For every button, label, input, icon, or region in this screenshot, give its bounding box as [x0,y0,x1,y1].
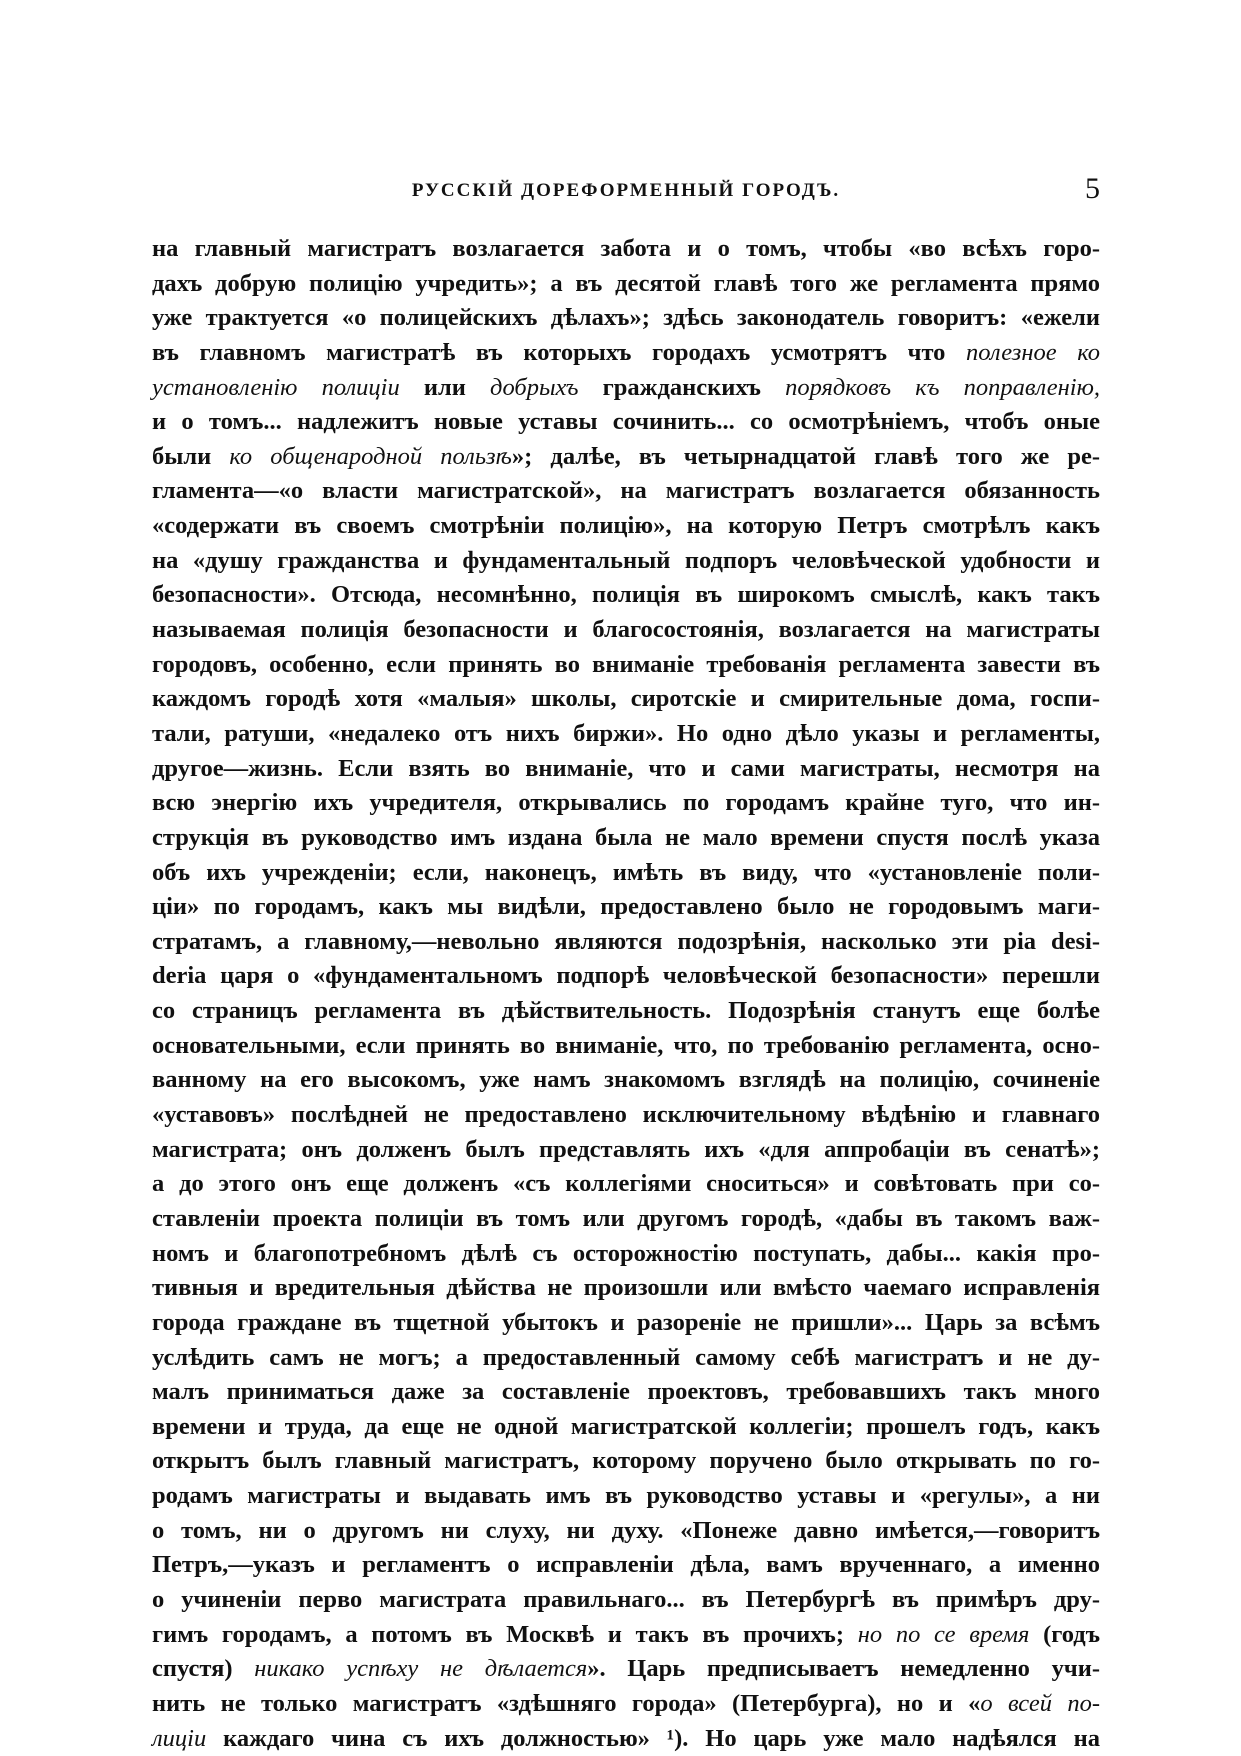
text-run: стратамъ, а главному,—невольно являются подозрѣнія, насколько эти pia desi- [152,927,1100,955]
italic-text: никако успѣху не дѣлается [254,1655,588,1683]
text-line [152,1202,1100,1237]
text-run: а до этого онъ еще долженъ «съ коллегіями сноситься» и совѣтовать при со- [152,1170,1100,1198]
italic-text: лиціи [152,1724,207,1752]
text-line [152,959,1100,994]
text-run: уже трактуется «о полицейскихъ дѣлахъ»; здѣсь законодатель говоритъ: «ежели [152,304,1100,332]
text-run: Петръ,—указъ и регламентъ о исправленіи дѣла, вамъ врученнаго, а именно [152,1551,1100,1579]
text-run: «уставовъ» послѣдней не предоставлено исключительному вѣдѣнію и главнаго [152,1101,1100,1129]
italic-text: добрыхъ [490,373,579,401]
text-run: магистрата; онъ долженъ былъ представлять ихъ «для аппробаціи въ сенатѣ»; [152,1135,1100,1163]
text-run: или [399,373,491,401]
text-line [152,1652,1100,1687]
text-line [152,1063,1100,1098]
text-run: каждомъ городѣ хотя «малыя» школы, сиротскіе и смирительные дома, госпи- [152,685,1100,713]
text-line [152,1514,1100,1549]
text-line [152,682,1100,717]
text-line [152,1029,1100,1064]
italic-text: установленію полиціи [152,373,400,401]
text-run: были [152,442,230,470]
text-line [152,578,1100,613]
running-head [152,172,1100,212]
text-run: струкція въ руководство имъ издана была не мало времени спустя послѣ указа [152,823,1100,851]
text-run: основательными, если принять во вниманіе, что, по требованію регламента, осно- [152,1031,1100,1059]
text-run: deria царя о «фундаментальномъ подпорѣ человѣческой безопасности» перешли [152,962,1100,990]
text-run: тивныя и вредительныя дѣйства не произошли или вмѣсто чаемаго исправленія [152,1274,1100,1302]
text-line [152,613,1100,648]
text-line [152,1271,1100,1306]
text-run: тали, ратуши, «недалеко отъ нихъ биржи». Но одно дѣло указы и регламенты, [152,719,1100,747]
text-line [152,1548,1100,1583]
text-line [152,267,1100,302]
text-line [152,648,1100,683]
text-run: въ главномъ магистратѣ въ которыхъ городахъ усмотрятъ что [152,338,967,366]
text-run: ставленіи проекта полиціи въ томъ или другомъ городѣ, «дабы въ такомъ важ- [152,1204,1100,1232]
text-line [152,890,1100,925]
text-run: объ ихъ учрежденіи; если, наконецъ, имѣть въ виду, что «установленіе поли- [152,858,1100,886]
running-title: РУССКІЙ ДОРЕФОРМЕННЫЙ ГОРОДЪ. [411,180,841,201]
text-run: на главный магистратъ возлагается забота и о томъ, чтобы «во всѣхъ горо- [152,235,1100,262]
text-run: другое—жизнь. Если взять во вниманіе, что и сами магистраты, несмотря на [152,754,1100,782]
text-line [152,509,1100,544]
text-line [152,994,1100,1029]
text-run: дахъ добрую полицію учредить»; а въ десятой главѣ того же регламента прямо [152,269,1100,297]
text-run: и о томъ... надлежитъ новые уставы сочинить... со осмотрѣніемъ, чтобъ оные [152,408,1100,436]
text-run: ». Царь предписываетъ немедленно учи- [587,1655,1100,1683]
text-line [152,1618,1100,1653]
text-run: номъ и благопотребномъ дѣлѣ съ осторожностію поступать, дабы... какія про- [152,1239,1100,1267]
text-line [152,1133,1100,1168]
text-line [152,1444,1100,1479]
text-line [152,1479,1100,1514]
text-run: ванному на его высокомъ, уже намъ знакомомъ взглядѣ на полицію, сочиненіе [152,1066,1100,1094]
text-run: родамъ магистраты и выдавать имъ въ руководство уставы и «регулы», а ни [152,1482,1100,1510]
text-line [152,371,1100,406]
text-line [152,821,1100,856]
text-line [152,336,1100,371]
text-line [152,232,1100,267]
text-line [152,717,1100,752]
text-line [152,440,1100,475]
body-text [152,232,1100,1756]
text-line [152,544,1100,579]
text-line [152,301,1100,336]
page-number: 5 [1085,172,1100,205]
text-run: гимъ городамъ, а потомъ въ Москвѣ и такъ въ прочихъ; [152,1620,858,1648]
text-run: каждаго чина съ ихъ должностью» ¹). Но царь уже мало надѣялся на [206,1724,1100,1752]
text-line [152,1237,1100,1272]
text-run: городовъ, особенно, если принять во вниманіе требованія регламента завести въ [152,650,1100,678]
text-run: о учиненіи перво магистрата правильнаго... въ Петербургѣ въ примѣръ дру- [152,1585,1100,1613]
text-run: о томъ, ни о другомъ ни слуху, ни духу. «Понеже давно имѣется,—говоритъ [152,1516,1100,1544]
text-line [152,786,1100,821]
text-run: открытъ былъ главный магистратъ, которому поручено было открывать по го- [152,1447,1100,1475]
text-run: »; далѣе, въ четырнадцатой главѣ того же ре- [511,442,1100,470]
text-line [152,405,1100,440]
text-run: ціи» по городамъ, какъ мы видѣли, предоставлено было не городовымъ маги- [152,893,1100,921]
text-run: (годъ [1029,1620,1100,1648]
text-line [152,474,1100,509]
text-run: называемая полиція безопасности и благосостоянія, возлагается на магистраты [152,616,1100,644]
text-run: малъ приниматься даже за составленіе проектовъ, требовавшихъ такъ много [152,1378,1100,1406]
text-line [152,1375,1100,1410]
text-line [152,1722,1100,1756]
text-line [152,1687,1100,1722]
italic-text: полезное ко [966,338,1100,366]
text-line [152,1098,1100,1133]
text-line [152,1341,1100,1376]
text-line [152,752,1100,787]
text-run: гламента—«о власти магистратской», на магистратъ возлагается обязанность [152,477,1100,505]
text-run: города граждане въ тщетной убытокъ и разореніе не пришли»... Царь за всѣмъ [152,1308,1100,1336]
text-run: «содержати въ своемъ смотрѣніи полицію», на которую Петръ смотрѣлъ какъ [152,512,1100,540]
text-run: всю энергію ихъ учредителя, открывались по городамъ крайне туго, что ин- [152,789,1100,817]
text-line [152,1167,1100,1202]
text-run: услѣдить самъ не могъ; а предоставленный самому себѣ магистратъ и не ду- [152,1343,1100,1371]
text-line [152,925,1100,960]
italic-text: ко общенародной пользѣ [229,442,512,470]
text-run: гражданскихъ [578,373,786,401]
text-line [152,856,1100,891]
italic-text: но по се время [857,1620,1030,1648]
text-run: безопасности». Отсюда, несомнѣнно, полиція въ широкомъ смыслѣ, какъ такъ [152,581,1100,609]
italic-text: порядковъ къ поправленію, [785,373,1101,401]
text-run: времени и труда, да еще не одной магистратской коллегіи; прошелъ годъ, какъ [152,1412,1100,1440]
text-line [152,1410,1100,1445]
italic-text: о всей по- [980,1689,1101,1717]
text-run: со страницъ регламента въ дѣйствительность. Подозрѣнія станутъ еще болѣе [152,997,1100,1025]
text-run: на «душу гражданства и фундаментальный подпоръ человѣческой удобности и [152,546,1100,574]
text-line [152,1583,1100,1618]
text-line [152,1306,1100,1341]
text-run: спустя) [152,1655,255,1683]
text-run: нить не только магистратъ «здѣшняго города» (Петербурга), но и « [152,1689,981,1717]
